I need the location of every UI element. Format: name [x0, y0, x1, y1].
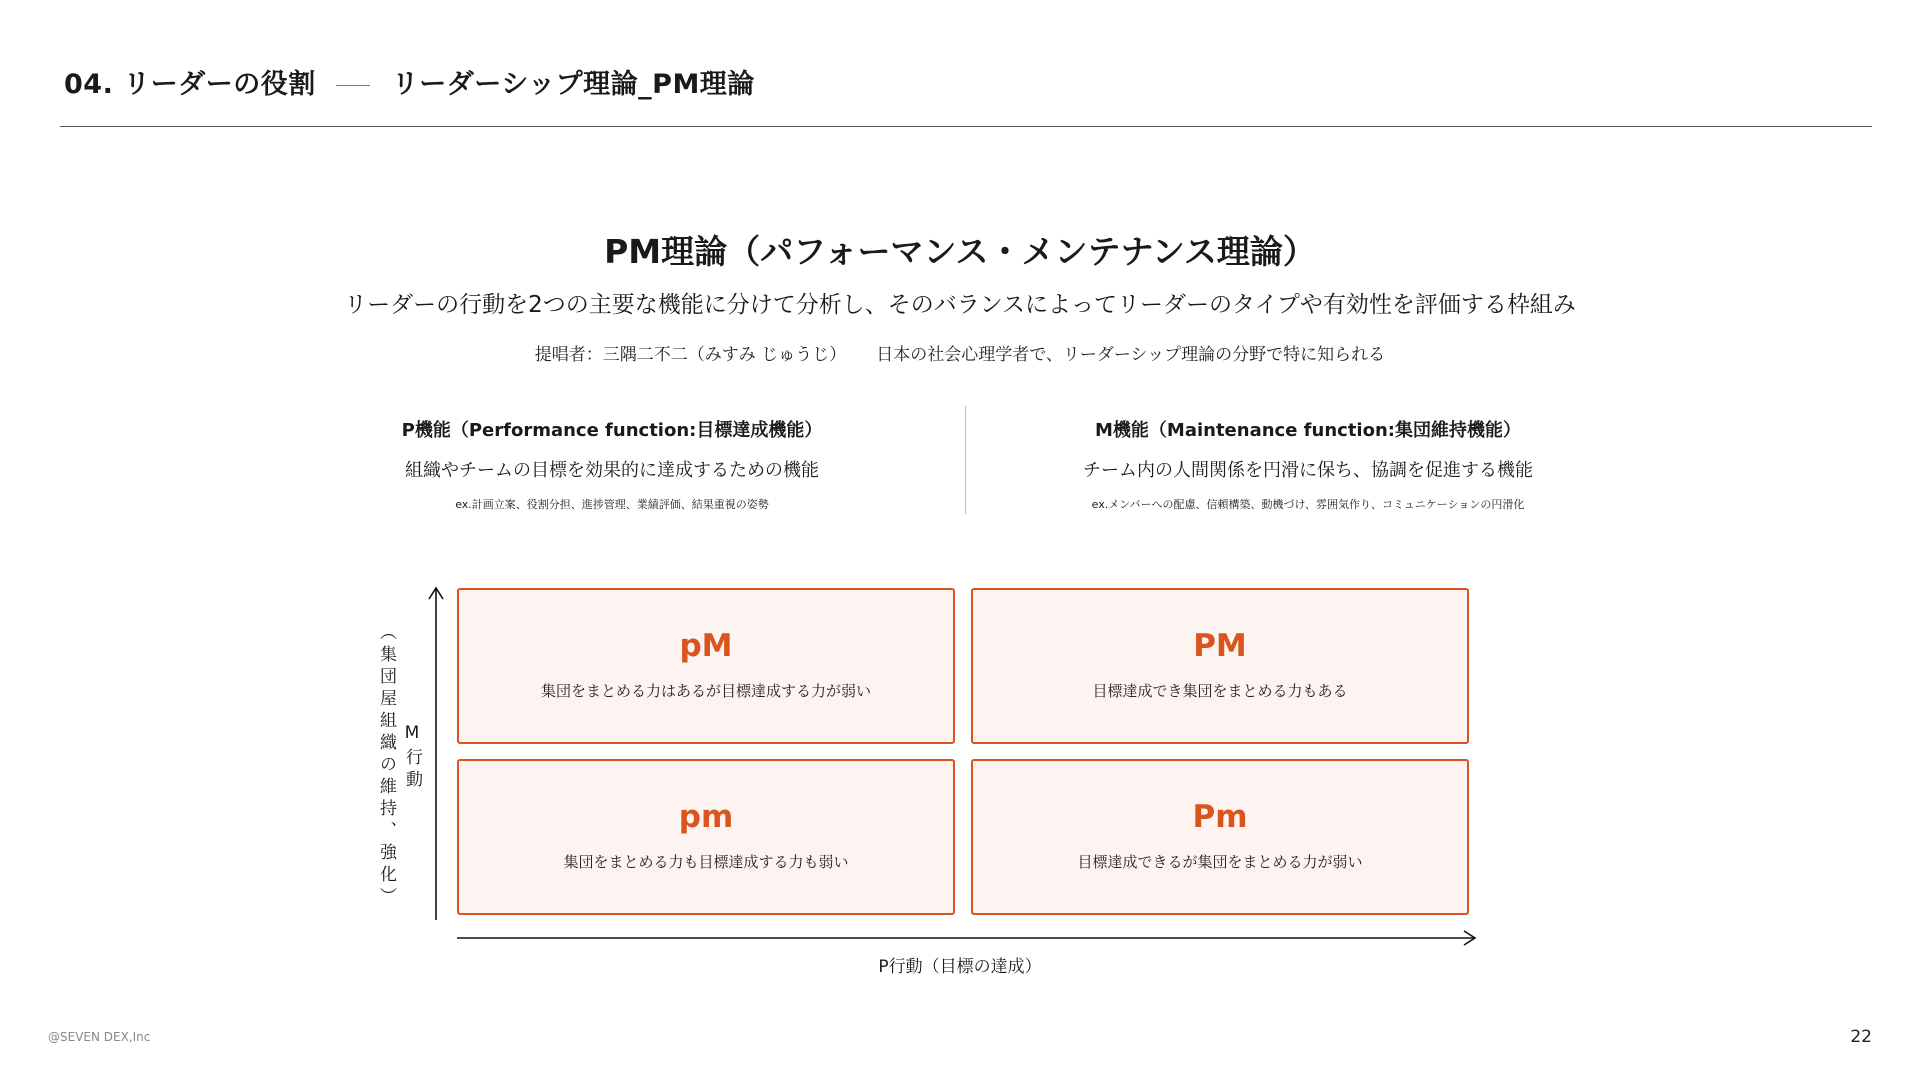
quadrant-label: pM [679, 628, 733, 664]
quadrant-PM [971, 588, 1469, 744]
m-function-example: ex.メンバーへの配慮、信頼構築、動機づけ、雰囲気作り、コミュニケーションの円滑化 [1091, 498, 1525, 511]
proposer-name: 提唱者：三隅二不二（みすみ じゅうじ） [534, 345, 847, 365]
proposer-note: 日本の社会心理学者で、リーダーシップ理論の分野で特に知られる [876, 345, 1386, 365]
y-axis-label: M行動 [402, 723, 422, 792]
x-axis-label: P行動（目標の達成） [878, 957, 1042, 977]
quadrant-description: 目標達成できるが集団をまとめる力が弱い [1077, 853, 1363, 871]
p-function-example: ex.計画立案、役割分担、進捗管理、業績評価、結果重視の姿勢 [455, 498, 769, 511]
copyright: @SEVEN DEX,Inc [48, 1030, 151, 1044]
page-title: PM理論（パフォーマンス・メンテナンス理論） [604, 232, 1316, 271]
page-subtitle: リーダーの行動を2つの主要な機能に分けて分析し、そのバランスによってリーダーのタイプや有効性を評価する枠組み [344, 292, 1576, 318]
quadrant-label: PM [1193, 628, 1247, 664]
p-function-description: 組織やチームの目標を効果的に達成するための機能 [405, 460, 819, 481]
quadrant-pm [457, 759, 955, 915]
m-function-description: チーム内の人間関係を円滑に保ち、協調を促進する機能 [1083, 460, 1533, 481]
page-number: 22 [1850, 1027, 1872, 1047]
quadrant-pM [457, 588, 955, 744]
m-function-title: M機能（Maintenance function:集団維持機能） [1095, 420, 1521, 441]
p-function-title: P機能（Performance function:目標達成機能） [401, 420, 823, 441]
quadrant-Pm [971, 759, 1469, 915]
quadrant-label: Pm [1192, 799, 1248, 835]
section-title: 04. リーダーの役割 [64, 69, 316, 100]
quadrant-description: 目標達成でき集団をまとめる力もある [1092, 682, 1348, 700]
quadrant-label: pm [678, 799, 734, 835]
topic-title: リーダーシップ理論_PM理論 [391, 69, 755, 100]
y-axis-label-sub: （集団屋組織の維持、強化） [376, 623, 396, 909]
quadrant-description: 集団をまとめる力も目標達成する力も弱い [563, 853, 849, 871]
quadrant-description: 集団をまとめる力はあるが目標達成する力が弱い [540, 682, 871, 700]
